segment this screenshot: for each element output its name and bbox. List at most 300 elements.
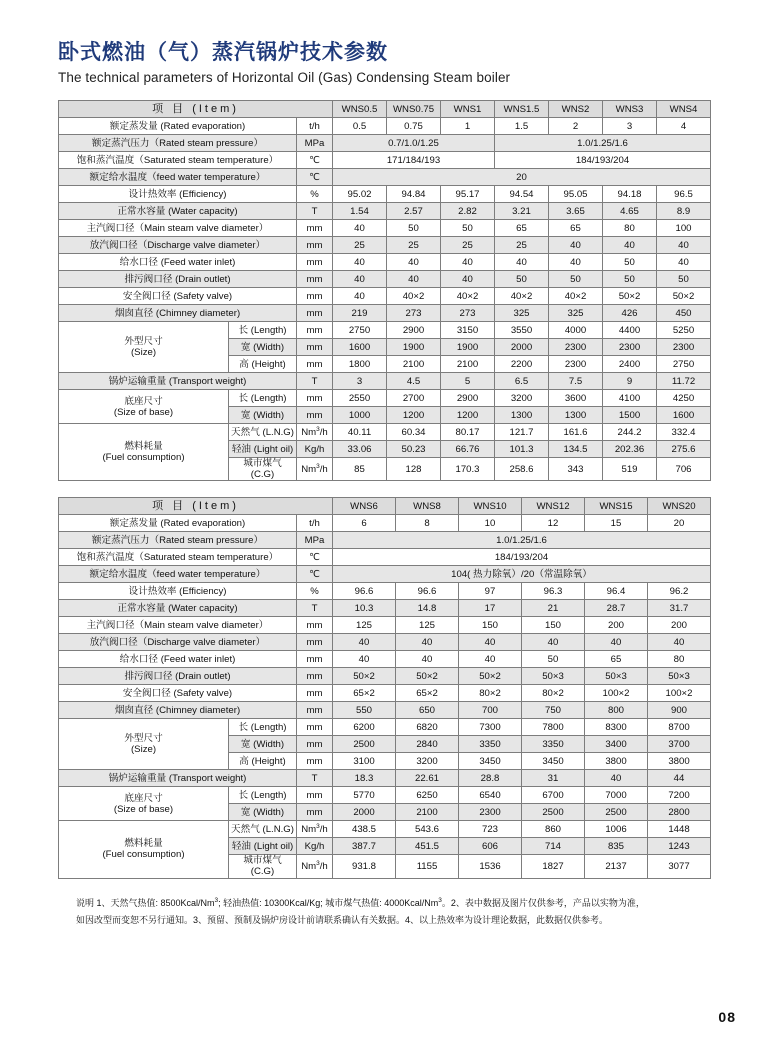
cell-value: 134.5 bbox=[549, 441, 603, 458]
row-unit: T bbox=[297, 203, 333, 220]
table-row bbox=[59, 186, 711, 203]
cell-value: 40 bbox=[522, 634, 585, 651]
row-group-label-fuel bbox=[59, 424, 229, 481]
cell-value: 10.3 bbox=[333, 600, 396, 617]
row-group-label-en: (Size of base) bbox=[113, 803, 174, 815]
cell-value: 94.18 bbox=[603, 186, 657, 203]
cell-value: 6200 bbox=[333, 719, 396, 736]
cell-value: 40 bbox=[396, 651, 459, 668]
cell-value: 50 bbox=[495, 271, 549, 288]
table-row bbox=[59, 305, 711, 322]
cell-value: 0.5 bbox=[333, 118, 387, 135]
cell-value: 4000 bbox=[549, 322, 603, 339]
cell-value: 1900 bbox=[441, 339, 495, 356]
cell-value: 18.3 bbox=[333, 770, 396, 787]
cell-value: 40 bbox=[648, 634, 711, 651]
cell-value: 1000 bbox=[333, 407, 387, 424]
cell-value: 40 bbox=[495, 254, 549, 271]
cell-value: 426 bbox=[603, 305, 657, 322]
cell-value: 50×2 bbox=[333, 668, 396, 685]
cell-value: 50 bbox=[549, 271, 603, 288]
cell-value: 161.6 bbox=[549, 424, 603, 441]
cell-value: 50×2 bbox=[396, 668, 459, 685]
column-header-model: WNS10 bbox=[459, 498, 522, 515]
row-group-label-en: (Size) bbox=[130, 347, 157, 359]
column-header-model: WNS1.5 bbox=[495, 101, 549, 118]
row-label: 主汽阀口径（Main steam valve diameter） bbox=[59, 220, 297, 237]
cell-value: 60.34 bbox=[387, 424, 441, 441]
cell-value: 2500 bbox=[585, 804, 648, 821]
cell-value: 100×2 bbox=[648, 685, 711, 702]
cell-value: 343 bbox=[549, 458, 603, 481]
column-header-model: WNS3 bbox=[603, 101, 657, 118]
spec-table-large-models bbox=[58, 497, 711, 878]
cell-value: 4100 bbox=[603, 390, 657, 407]
page-title-en: The technical parameters of Horizontal Oil (Gas) Condensing Steam boiler bbox=[58, 70, 511, 86]
row-unit: mm bbox=[297, 753, 333, 770]
cell-value: 150 bbox=[522, 617, 585, 634]
cell-value: 200 bbox=[585, 617, 648, 634]
cell-value: 65 bbox=[585, 651, 648, 668]
cell-value: 40 bbox=[387, 271, 441, 288]
cell-value: 3450 bbox=[522, 753, 585, 770]
cell-value: 3200 bbox=[495, 390, 549, 407]
cell-value: 6820 bbox=[396, 719, 459, 736]
table-row bbox=[59, 702, 711, 719]
row-label: 额定蒸发量 (Rated evaporation) bbox=[59, 515, 297, 532]
cell-value: 28.8 bbox=[459, 770, 522, 787]
row-group-label-cn: 燃料耗量 bbox=[124, 838, 163, 850]
cell-value: 3600 bbox=[549, 390, 603, 407]
row-label: 放汽阀口径（Discharge valve diameter） bbox=[59, 237, 297, 254]
cell-value: 6.5 bbox=[495, 373, 549, 390]
cell-value: 100×2 bbox=[585, 685, 648, 702]
cell-value: 50 bbox=[603, 254, 657, 271]
row-unit: mm bbox=[297, 220, 333, 237]
cell-value: 550 bbox=[333, 702, 396, 719]
table-row bbox=[59, 118, 711, 135]
cell-value: 25 bbox=[441, 237, 495, 254]
cell-value: 6250 bbox=[396, 787, 459, 804]
cell-value: 3350 bbox=[522, 736, 585, 753]
cell-value: 10 bbox=[459, 515, 522, 532]
cell-value: 4400 bbox=[603, 322, 657, 339]
table-row bbox=[59, 770, 711, 787]
cell-value: 31.7 bbox=[648, 600, 711, 617]
table-row bbox=[59, 600, 711, 617]
cell-value: 40 bbox=[333, 634, 396, 651]
unit-superscript: 3 bbox=[316, 463, 320, 471]
cell-value: 2137 bbox=[585, 855, 648, 878]
cell-value: 2300 bbox=[603, 339, 657, 356]
cell-value: 5250 bbox=[657, 322, 711, 339]
cell-value: 5770 bbox=[333, 787, 396, 804]
cell-value: 8300 bbox=[585, 719, 648, 736]
cell-value: 3200 bbox=[396, 753, 459, 770]
cell-value: 7200 bbox=[648, 787, 711, 804]
cell-value: 6540 bbox=[459, 787, 522, 804]
row-group-label-cn: 外型尺寸 bbox=[124, 733, 163, 745]
cell-value: 275.6 bbox=[657, 441, 711, 458]
column-header-model: WNS0.5 bbox=[333, 101, 387, 118]
cell-value: 40 bbox=[333, 288, 387, 305]
row-unit: mm bbox=[297, 322, 333, 339]
cell-value: 438.5 bbox=[333, 821, 396, 838]
cell-value: 50 bbox=[522, 651, 585, 668]
row-label: 烟囱直径 (Chimney diameter) bbox=[59, 702, 297, 719]
column-header-item: 项 目 (Item) bbox=[59, 101, 333, 118]
cell-value: 40 bbox=[333, 220, 387, 237]
cell-value: 40 bbox=[441, 271, 495, 288]
cell-value: 31 bbox=[522, 770, 585, 787]
cell-value: 3.65 bbox=[549, 203, 603, 220]
cell-value: 1600 bbox=[657, 407, 711, 424]
row-label: 给水口径 (Feed water inlet) bbox=[59, 651, 297, 668]
cell-value: 1300 bbox=[495, 407, 549, 424]
cell-value: 1800 bbox=[333, 356, 387, 373]
unit-main: Nm bbox=[301, 464, 317, 476]
cell-value: 40 bbox=[585, 770, 648, 787]
cell-value: 200 bbox=[648, 617, 711, 634]
cell-value: 2800 bbox=[648, 804, 711, 821]
cell-value: 80 bbox=[603, 220, 657, 237]
cell-value: 1500 bbox=[603, 407, 657, 424]
row-group-label-en: (Size of base) bbox=[113, 406, 174, 418]
table-row bbox=[59, 169, 711, 186]
table-row bbox=[59, 668, 711, 685]
unit-superscript: 3 bbox=[316, 860, 320, 868]
cell-value: 2100 bbox=[387, 356, 441, 373]
row-group-label-cn: 外型尺寸 bbox=[124, 336, 163, 348]
table-row bbox=[59, 220, 711, 237]
table-row bbox=[59, 152, 711, 169]
cell-value: 1155 bbox=[396, 855, 459, 878]
cell-value: 50 bbox=[657, 271, 711, 288]
cell-value: 450 bbox=[657, 305, 711, 322]
cell-value: 1200 bbox=[441, 407, 495, 424]
cell-value: 50×3 bbox=[522, 668, 585, 685]
cell-value: 50×2 bbox=[603, 288, 657, 305]
cell-value: 80×2 bbox=[522, 685, 585, 702]
cell-value: 2400 bbox=[603, 356, 657, 373]
row-unit: mm bbox=[297, 668, 333, 685]
cell-value: 650 bbox=[396, 702, 459, 719]
table-row bbox=[59, 685, 711, 702]
cell-value: 94.84 bbox=[387, 186, 441, 203]
cell-value: 100 bbox=[657, 220, 711, 237]
cell-value: 4.65 bbox=[603, 203, 657, 220]
cell-value: 7000 bbox=[585, 787, 648, 804]
cell-value: 900 bbox=[648, 702, 711, 719]
cell-value: 15 bbox=[585, 515, 648, 532]
cell-value: 150 bbox=[459, 617, 522, 634]
cell-value: 1600 bbox=[333, 339, 387, 356]
column-header-model: WNS4 bbox=[657, 101, 711, 118]
row-label: 安全阀口径 (Safety valve) bbox=[59, 288, 297, 305]
cell-value: 94.54 bbox=[495, 186, 549, 203]
cell-value: 40 bbox=[333, 271, 387, 288]
table-row bbox=[59, 617, 711, 634]
cell-value: 50 bbox=[441, 220, 495, 237]
row-label: 锅炉运输重量 (Transport weight) bbox=[59, 770, 297, 787]
row-label: 设计热效率 (Efficiency) bbox=[59, 583, 297, 600]
cell-value: 85 bbox=[333, 458, 387, 481]
row-label: 额定给水温度（feed water temperature） bbox=[59, 566, 297, 583]
row-label: 主汽阀口径（Main steam valve diameter） bbox=[59, 617, 297, 634]
row-unit: mm bbox=[297, 651, 333, 668]
cell-value: 860 bbox=[522, 821, 585, 838]
row-label: 宽 (Width) bbox=[229, 407, 297, 424]
cell-value: 95.05 bbox=[549, 186, 603, 203]
table-header-row bbox=[59, 498, 711, 515]
row-unit: T bbox=[297, 600, 333, 617]
table-row bbox=[59, 651, 711, 668]
table-row bbox=[59, 390, 711, 407]
cell-value: 202.36 bbox=[603, 441, 657, 458]
cell-value: 7.5 bbox=[549, 373, 603, 390]
column-header-model: WNS20 bbox=[648, 498, 711, 515]
cell-value: 28.7 bbox=[585, 600, 648, 617]
row-unit: MPa bbox=[297, 135, 333, 152]
row-group-label-cn: 底座尺寸 bbox=[124, 395, 163, 407]
row-unit: Kg/h bbox=[297, 838, 333, 855]
spec-table-small-models bbox=[58, 100, 711, 481]
row-unit: ℃ bbox=[297, 566, 333, 583]
cell-value: 3150 bbox=[441, 322, 495, 339]
unit-tail: /h bbox=[319, 861, 328, 873]
table-row bbox=[59, 515, 711, 532]
row-label: 长 (Length) bbox=[229, 390, 297, 407]
row-label: 设计热效率 (Efficiency) bbox=[59, 186, 297, 203]
cell-value: 387.7 bbox=[333, 838, 396, 855]
row-unit: mm bbox=[297, 736, 333, 753]
cell-value: 96.6 bbox=[333, 583, 396, 600]
cell-value: 2900 bbox=[441, 390, 495, 407]
row-group-label-fuel bbox=[59, 821, 229, 878]
row-unit: mm bbox=[297, 685, 333, 702]
row-unit bbox=[297, 821, 333, 838]
cell-value: 1900 bbox=[387, 339, 441, 356]
row-label: 锅炉运输重量 (Transport weight) bbox=[59, 373, 297, 390]
cell-value: 543.6 bbox=[396, 821, 459, 838]
cell-value: 2840 bbox=[396, 736, 459, 753]
table-row bbox=[59, 135, 711, 152]
cell-value: 2 bbox=[549, 118, 603, 135]
cell-value: 184/193/204 bbox=[495, 152, 711, 169]
cell-value: 2100 bbox=[441, 356, 495, 373]
row-unit: mm bbox=[297, 787, 333, 804]
row-unit: Kg/h bbox=[297, 441, 333, 458]
cell-value: 95.02 bbox=[333, 186, 387, 203]
cell-value: 706 bbox=[657, 458, 711, 481]
row-label: 天然气 (L.N.G) bbox=[229, 821, 297, 838]
unit-tail: /h bbox=[319, 824, 328, 836]
cell-value: 40 bbox=[396, 634, 459, 651]
cell-value: 244.2 bbox=[603, 424, 657, 441]
row-unit: ℃ bbox=[297, 169, 333, 186]
table-row bbox=[59, 237, 711, 254]
row-unit: mm bbox=[297, 617, 333, 634]
row-label: 轻油 (Light oil) bbox=[229, 838, 297, 855]
cell-value: 50×3 bbox=[648, 668, 711, 685]
cell-value: 8.9 bbox=[657, 203, 711, 220]
cell-value: 97 bbox=[459, 583, 522, 600]
row-label: 城市煤气 (C.G) bbox=[229, 458, 297, 481]
cell-value: 1 bbox=[441, 118, 495, 135]
cell-value: 2200 bbox=[495, 356, 549, 373]
cell-value: 1.0/1.25/1.6 bbox=[495, 135, 711, 152]
table-row bbox=[59, 203, 711, 220]
cell-value: 273 bbox=[387, 305, 441, 322]
cell-value: 1.5 bbox=[495, 118, 549, 135]
cell-value: 2000 bbox=[495, 339, 549, 356]
table-row bbox=[59, 583, 711, 600]
cell-value: 40 bbox=[603, 237, 657, 254]
cell-value: 40 bbox=[549, 237, 603, 254]
row-label: 排污阀口径 (Drain outlet) bbox=[59, 271, 297, 288]
cell-value: 40 bbox=[459, 634, 522, 651]
column-header-model: WNS12 bbox=[522, 498, 585, 515]
cell-value: 121.7 bbox=[495, 424, 549, 441]
row-label: 长 (Length) bbox=[229, 322, 297, 339]
cell-value: 2300 bbox=[549, 356, 603, 373]
cell-value: 96.5 bbox=[657, 186, 711, 203]
row-group-label-en: (Size) bbox=[130, 744, 157, 756]
cell-value: 2550 bbox=[333, 390, 387, 407]
row-unit: mm bbox=[297, 804, 333, 821]
cell-value: 104( 热力除氧）/20（常温除氧） bbox=[333, 566, 711, 583]
row-group-label-base bbox=[59, 390, 229, 424]
cell-value: 3700 bbox=[648, 736, 711, 753]
row-unit: mm bbox=[297, 271, 333, 288]
row-unit bbox=[297, 458, 333, 481]
row-unit: mm bbox=[297, 356, 333, 373]
cell-value: 835 bbox=[585, 838, 648, 855]
cell-value: 519 bbox=[603, 458, 657, 481]
cell-value: 3 bbox=[333, 373, 387, 390]
cell-value: 20 bbox=[648, 515, 711, 532]
cell-value: 50.23 bbox=[387, 441, 441, 458]
cell-value: 80 bbox=[648, 651, 711, 668]
cell-value: 6 bbox=[333, 515, 396, 532]
unit-tail: /h bbox=[319, 464, 328, 476]
row-label: 长 (Length) bbox=[229, 719, 297, 736]
row-unit: T bbox=[297, 770, 333, 787]
cell-value: 2300 bbox=[459, 804, 522, 821]
cell-value: 40 bbox=[333, 254, 387, 271]
cell-value: 80.17 bbox=[441, 424, 495, 441]
row-label: 饱和蒸汽温度（Saturated steam temperature） bbox=[59, 152, 297, 169]
row-unit: mm bbox=[297, 634, 333, 651]
row-group-label-cn: 燃料耗量 bbox=[124, 441, 163, 453]
footnote-line-1 bbox=[58, 895, 710, 912]
cell-value: 3 bbox=[603, 118, 657, 135]
cell-value: 3077 bbox=[648, 855, 711, 878]
table-row bbox=[59, 719, 711, 736]
cell-value: 50×2 bbox=[657, 288, 711, 305]
cell-value: 0.75 bbox=[387, 118, 441, 135]
cell-value: 40×2 bbox=[549, 288, 603, 305]
cell-value: 40×2 bbox=[441, 288, 495, 305]
row-unit bbox=[297, 855, 333, 878]
unit-main: Nm bbox=[301, 824, 317, 836]
cell-value: 3400 bbox=[585, 736, 648, 753]
cell-value: 750 bbox=[522, 702, 585, 719]
cell-value: 2900 bbox=[387, 322, 441, 339]
row-label: 额定蒸发量 (Rated evaporation) bbox=[59, 118, 297, 135]
cell-value: 4.5 bbox=[387, 373, 441, 390]
table-header-row bbox=[59, 101, 711, 118]
row-label: 安全阀口径 (Safety valve) bbox=[59, 685, 297, 702]
unit-main: Nm bbox=[301, 427, 317, 439]
row-label: 饱和蒸汽温度（Saturated steam temperature） bbox=[59, 549, 297, 566]
cell-value: 128 bbox=[387, 458, 441, 481]
unit-superscript: 3 bbox=[316, 823, 320, 831]
cell-value: 1.0/1.25/1.6 bbox=[333, 532, 711, 549]
cell-value: 8700 bbox=[648, 719, 711, 736]
column-header-model: WNS8 bbox=[396, 498, 459, 515]
cell-value: 40 bbox=[657, 254, 711, 271]
column-header-model: WNS0.75 bbox=[387, 101, 441, 118]
cell-value: 125 bbox=[333, 617, 396, 634]
table-row bbox=[59, 549, 711, 566]
row-unit: mm bbox=[297, 702, 333, 719]
cell-value: 170.3 bbox=[441, 458, 495, 481]
cell-value: 25 bbox=[387, 237, 441, 254]
table-row bbox=[59, 532, 711, 549]
footnote-text: 说明 1、天然气热值: 8500Kcal/Nm bbox=[76, 897, 215, 908]
cell-value: 273 bbox=[441, 305, 495, 322]
cell-value: 96.6 bbox=[396, 583, 459, 600]
cell-value: 125 bbox=[396, 617, 459, 634]
footnote-line-2: 如因改型而变恕不另行通知。3、预留、预制及锅炉房设计前请联系确认有关数据。4、以上热效率为设计理论数据，此数据仅供参考。 bbox=[76, 914, 609, 925]
row-unit: ℃ bbox=[297, 152, 333, 169]
cell-value: 96.3 bbox=[522, 583, 585, 600]
cell-value: 7300 bbox=[459, 719, 522, 736]
page-title-cn: 卧式燃油（气）蒸汽锅炉技术参数 bbox=[58, 41, 388, 64]
table-row bbox=[59, 566, 711, 583]
row-label: 放汽阀口径（Discharge valve diameter） bbox=[59, 634, 297, 651]
row-unit: % bbox=[297, 583, 333, 600]
unit-tail: /h bbox=[319, 427, 328, 439]
cell-value: 44 bbox=[648, 770, 711, 787]
cell-value: 2000 bbox=[333, 804, 396, 821]
cell-value: 2500 bbox=[333, 736, 396, 753]
cell-value: 3450 bbox=[459, 753, 522, 770]
cell-value: 50×2 bbox=[459, 668, 522, 685]
row-label: 高 (Height) bbox=[229, 753, 297, 770]
row-unit: mm bbox=[297, 254, 333, 271]
cell-value: 96.4 bbox=[585, 583, 648, 600]
cell-value: 700 bbox=[459, 702, 522, 719]
cell-value: 1448 bbox=[648, 821, 711, 838]
row-label: 天然气 (L.N.G) bbox=[229, 424, 297, 441]
row-label: 额定蒸汽压力（Rated steam pressure） bbox=[59, 532, 297, 549]
cell-value: 2300 bbox=[657, 339, 711, 356]
cell-value: 21 bbox=[522, 600, 585, 617]
cell-value: 0.7/1.0/1.25 bbox=[333, 135, 495, 152]
cell-value: 65 bbox=[495, 220, 549, 237]
cell-value: 66.76 bbox=[441, 441, 495, 458]
cell-value: 17 bbox=[459, 600, 522, 617]
footnote-superscript: 3 bbox=[438, 896, 442, 904]
cell-value: 2100 bbox=[396, 804, 459, 821]
row-unit: mm bbox=[297, 288, 333, 305]
cell-value: 50×3 bbox=[585, 668, 648, 685]
table-row bbox=[59, 322, 711, 339]
row-unit: mm bbox=[297, 305, 333, 322]
cell-value: 40×2 bbox=[387, 288, 441, 305]
